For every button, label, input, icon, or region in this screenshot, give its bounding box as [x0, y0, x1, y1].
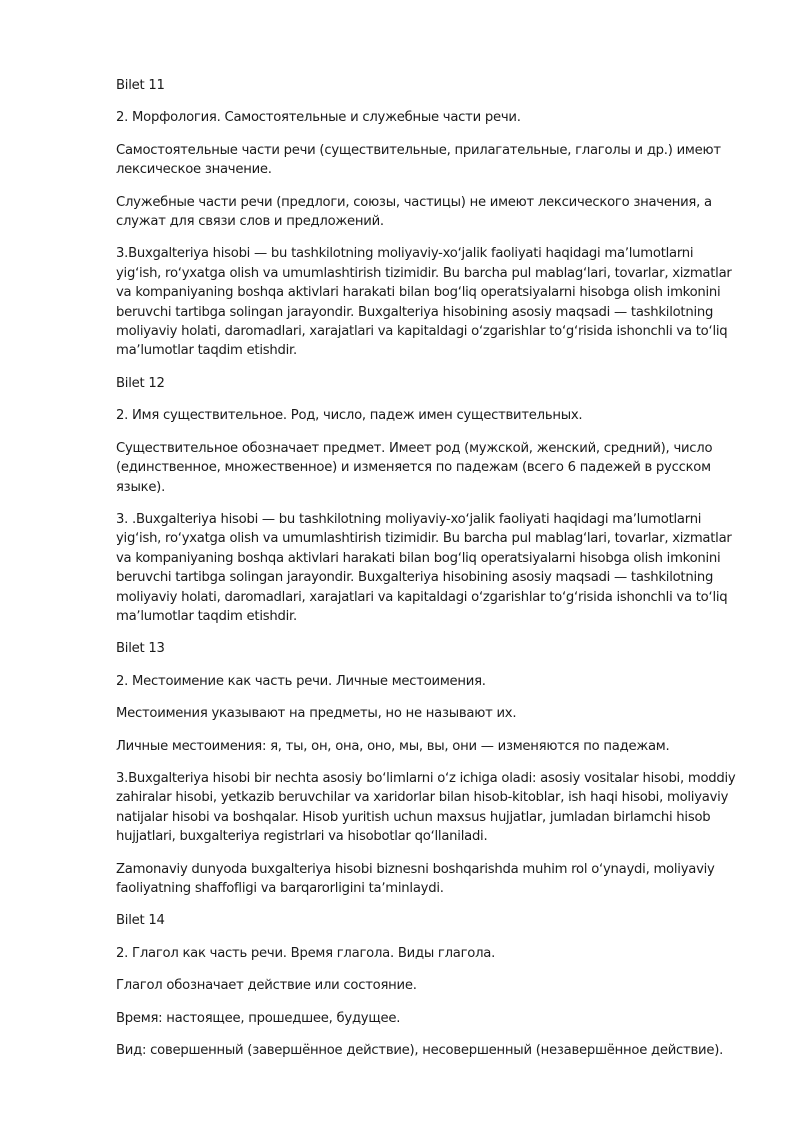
ticket-heading: Bilet 11	[116, 78, 165, 93]
paragraph: 3.Buxgalteriya hisobi bir nechta asosiy boʻlimlarni oʻz ichiga oladi: asosiy vositalar hisobi, moddiy zahiralar hisobi, yetkazib beruvchilar va xaridorlar bilan hisob-kitoblar, ish haqi hisobi, moliyaviy natijalar hisobi va boshqalar. Hisob yuritish uchun maxsus hujjatlar, jumladan birlamchi hisob hujjatlari, buxgalteriya registrlari va hisobotlar qoʻllaniladi.	[116, 770, 736, 845]
paragraph: Существительное обозначает предмет. Имеет род (мужской, женский, средний), число (единственное, множественное) и изменяется по падежам (всего 6 падежей в русском языке).	[116, 440, 713, 495]
paragraph: Время: настоящее, прошедшее, будущее.	[116, 1010, 401, 1026]
question-title: 2. Морфология. Самостоятельные и служебные части речи.	[116, 110, 521, 126]
ticket-heading: Bilet 12	[116, 375, 165, 391]
ticket-heading: Bilet 13	[116, 641, 165, 657]
question-title: 2. Глагол как часть речи. Время глагола. Виды глагола.	[116, 945, 496, 961]
ticket-heading: Bilet 14	[116, 913, 165, 929]
paragraph: 3.Buxgalteriya hisobi — bu tashkilotning moliyaviy-xoʻjalik faoliyati haqidagi maʼlumotlarni yigʻish, roʻyxatga olish va umumlashtirish tizimidir. Bu barcha pul mablagʻlari, tovarlar, xizmatlar va kompaniyaning boshqa aktivlari harakati bilan bogʻliq operatsiyalarni hisobga olish imkonini beruvchi tartibga solingan jarayondir. Buxgalteriya hisobining asosiy maqsadi — tashkilotning moliyaviy holati, daromadlari, xarajatlari va kapitaldagi oʻzgarishlar toʻgʻrisida ishonchli va toʻliq maʼlumotlar taqdim etishdir.	[116, 246, 732, 359]
paragraph: 3. .Buxgalteriya hisobi — bu tashkilotning moliyaviy-xoʻjalik faoliyati haqidagi maʼlumotlarni yigʻish, roʻyxatga olish va umumlashtirish tizimidir. Bu barcha pul mablagʻlari, tovarlar, xizmatlar va kompaniyaning boshqa aktivlari harakati bilan bogʻliq operatsiyalarni hisobga olish imkonini beruvchi tartibga solingan jarayondir. Buxgalteriya hisobining asosiy maqsadi — tashkilotning moliyaviy holati, daromadlari, xarajatlari va kapitaldagi oʻzgarishlar toʻgʻrisida ishonchli va toʻliq maʼlumotlar taqdim etishdir.	[116, 511, 732, 624]
question-title: 2. Имя существительное. Род, число, падеж имен существительных.	[116, 408, 583, 424]
document-body	[116, 76, 740, 1073]
paragraph: Личные местоимения: я, ты, он, она, оно, мы, вы, они — изменяются по падежам.	[116, 738, 670, 754]
paragraph: Zamonaviy dunyoda buxgalteriya hisobi biznesni boshqarishda muhim rol oʻynaydi, moliyaviy faoliyatning shaffofligi va barqarorligini taʼminlaydi.	[116, 861, 715, 896]
paragraph: Местоимения указывают на предметы, но не называют их.	[116, 706, 517, 722]
paragraph: Самостоятельные части речи (существительные, прилагательные, глаголы и др.) имеют лексическое значение.	[116, 142, 721, 178]
paragraph: Глагол обозначает действие или состояние.	[116, 978, 417, 994]
paragraph: Служебные части речи (предлоги, союзы, частицы) не имеют лексического значения, а служат для связи слов и предложений.	[116, 194, 712, 230]
paragraph: Вид: совершенный (завершённое действие), несовершенный (незавершённое действие).	[116, 1043, 724, 1059]
question-title: 2. Местоимение как часть речи. Личные местоимения.	[116, 673, 486, 689]
